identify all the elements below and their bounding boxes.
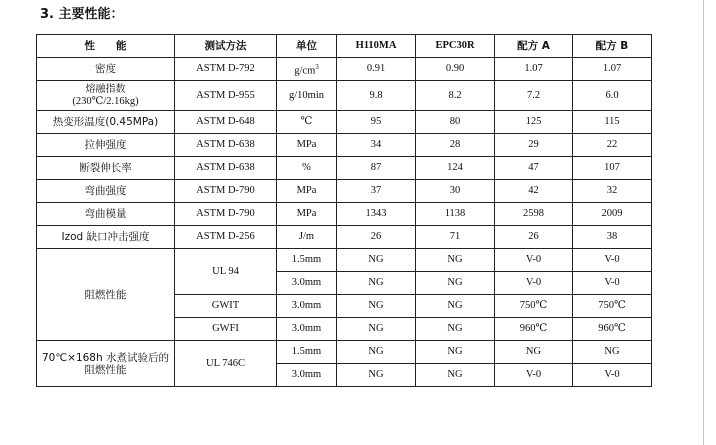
table-row — [37, 249, 652, 272]
value-epc30r: 28 — [416, 134, 495, 157]
property-name-water-test: 70℃×168h 水煮试验后的 阻燃性能 — [37, 341, 175, 387]
value-h110ma: 0.91 — [337, 58, 416, 81]
unit: 3.0mm — [277, 364, 337, 387]
unit: g/10min — [277, 81, 337, 111]
value-formula-b: 1.07 — [573, 58, 652, 81]
property-name: 熔融指数 (230℃/2.16kg) — [37, 81, 175, 111]
property-name: 热变形温度(0.45MPa) — [37, 111, 175, 134]
col-header-epc30r: EPC30R — [416, 35, 495, 58]
value-epc30r: 80 — [416, 111, 495, 134]
col-header-formula-b: 配方 B — [573, 35, 652, 58]
value-epc30r: 0.90 — [416, 58, 495, 81]
test-method: ASTM D-790 — [175, 203, 277, 226]
table-row — [37, 111, 652, 134]
value-formula-b: V-0 — [573, 249, 652, 272]
value-h110ma: NG — [337, 249, 416, 272]
test-method-gwfi: GWFI — [175, 318, 277, 341]
value-h110ma: 95 — [337, 111, 416, 134]
value-epc30r: NG — [416, 272, 495, 295]
col-header-unit: 单位 — [277, 35, 337, 58]
value-epc30r: 124 — [416, 157, 495, 180]
value-formula-a: 42 — [495, 180, 573, 203]
test-method: ASTM D-955 — [175, 81, 277, 111]
unit: 1.5mm — [277, 249, 337, 272]
value-epc30r: 1138 — [416, 203, 495, 226]
value-h110ma: NG — [337, 295, 416, 318]
test-method-ul746c: UL 746C — [175, 341, 277, 387]
value-formula-a: V-0 — [495, 364, 573, 387]
test-method: ASTM D-256 — [175, 226, 277, 249]
table-row — [37, 203, 652, 226]
table-row — [37, 226, 652, 249]
value-epc30r: NG — [416, 341, 495, 364]
properties-table — [36, 34, 652, 387]
value-epc30r: 8.2 — [416, 81, 495, 111]
table-row — [37, 180, 652, 203]
property-name: 弯曲强度 — [37, 180, 175, 203]
value-epc30r: NG — [416, 249, 495, 272]
value-formula-b: 38 — [573, 226, 652, 249]
value-formula-a: 125 — [495, 111, 573, 134]
unit: 3.0mm — [277, 272, 337, 295]
unit: MPa — [277, 134, 337, 157]
property-name: Izod 缺口冲击强度 — [37, 226, 175, 249]
property-name: 弯曲模量 — [37, 203, 175, 226]
value-h110ma: NG — [337, 272, 416, 295]
header-row — [37, 35, 652, 58]
table-row — [37, 341, 652, 364]
value-formula-b: 6.0 — [573, 81, 652, 111]
test-method-gwit: GWIT — [175, 295, 277, 318]
unit: 1.5mm — [277, 341, 337, 364]
property-name: 断裂伸长率 — [37, 157, 175, 180]
value-formula-a: V-0 — [495, 249, 573, 272]
value-epc30r: 71 — [416, 226, 495, 249]
unit: $g/cm^3$ — [277, 58, 337, 81]
value-formula-a: V-0 — [495, 272, 573, 295]
unit: ℃ — [277, 111, 337, 134]
value-formula-b: 107 — [573, 157, 652, 180]
value-formula-a: 7.2 — [495, 81, 573, 111]
page-edge-line — [703, 0, 704, 445]
col-header-method: 测试方法 — [175, 35, 277, 58]
table-row — [37, 157, 652, 180]
table-row — [37, 134, 652, 157]
value-epc30r: NG — [416, 364, 495, 387]
test-method: ASTM D-792 — [175, 58, 277, 81]
value-formula-a: 26 — [495, 226, 573, 249]
test-method: ASTM D-790 — [175, 180, 277, 203]
value-h110ma: 34 — [337, 134, 416, 157]
unit: 3.0mm — [277, 318, 337, 341]
value-formula-b: 115 — [573, 111, 652, 134]
value-formula-b: V-0 — [573, 272, 652, 295]
value-h110ma: NG — [337, 364, 416, 387]
col-header-formula-a: 配方 A — [495, 35, 573, 58]
test-method: ASTM D-648 — [175, 111, 277, 134]
value-h110ma: 87 — [337, 157, 416, 180]
value-h110ma: 26 — [337, 226, 416, 249]
value-h110ma: NG — [337, 341, 416, 364]
col-header-property: 性 能 — [37, 35, 175, 58]
property-name: 密度 — [37, 58, 175, 81]
table-row — [37, 58, 652, 81]
table-row — [37, 81, 652, 111]
unit: MPa — [277, 180, 337, 203]
value-formula-b: 22 — [573, 134, 652, 157]
unit: J/m — [277, 226, 337, 249]
value-formula-b: NG — [573, 341, 652, 364]
col-header-h110ma: H110MA — [337, 35, 416, 58]
value-h110ma: 1343 — [337, 203, 416, 226]
unit: MPa — [277, 203, 337, 226]
value-h110ma: 37 — [337, 180, 416, 203]
property-name-flame: 阻燃性能 — [37, 249, 175, 341]
test-method: ASTM D-638 — [175, 157, 277, 180]
value-formula-a: 1.07 — [495, 58, 573, 81]
property-name: 拉伸强度 — [37, 134, 175, 157]
section-heading: 3. 主要性能： — [40, 7, 124, 22]
value-epc30r: NG — [416, 295, 495, 318]
value-formula-a: 47 — [495, 157, 573, 180]
value-formula-b: 750℃ — [573, 295, 652, 318]
value-formula-a: 960℃ — [495, 318, 573, 341]
value-formula-b: V-0 — [573, 364, 652, 387]
value-h110ma: 9.8 — [337, 81, 416, 111]
test-method: ASTM D-638 — [175, 134, 277, 157]
unit: 3.0mm — [277, 295, 337, 318]
value-formula-b: 2009 — [573, 203, 652, 226]
value-epc30r: 30 — [416, 180, 495, 203]
value-formula-b: 32 — [573, 180, 652, 203]
test-method-ul94: UL 94 — [175, 249, 277, 295]
unit: % — [277, 157, 337, 180]
value-formula-a: NG — [495, 341, 573, 364]
value-formula-a: 29 — [495, 134, 573, 157]
value-formula-a: 2598 — [495, 203, 573, 226]
value-h110ma: NG — [337, 318, 416, 341]
value-formula-b: 960℃ — [573, 318, 652, 341]
value-formula-a: 750℃ — [495, 295, 573, 318]
value-epc30r: NG — [416, 318, 495, 341]
